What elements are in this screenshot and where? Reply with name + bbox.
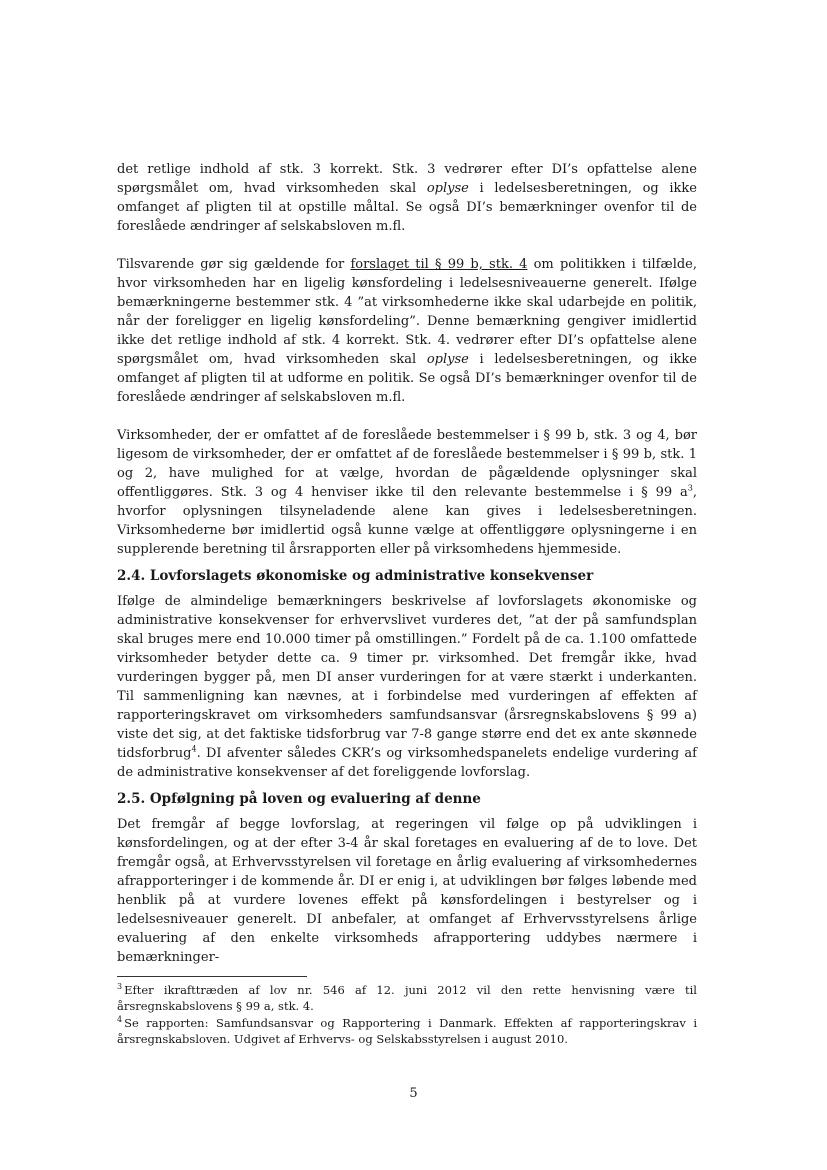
footnotes [117, 976, 697, 1049]
footnote-4: $^4$ Se rapporten: Samfundsansvar og Rapportering i Danmark. Effekten af rapporteringskrav i årsregnskabsloven. Udgivet af Erhvervs- og Selskabsstyrelsen i august 2010. [117, 1015, 697, 1046]
emphasis-oplyse: oplyse [426, 181, 469, 196]
page-number: 5 [409, 1086, 418, 1101]
paragraph-5: Det fremgår af begge lovforslag, at regeringen vil følge op på udviklingen i kønsfordelingen, og at der efter 3-4 år skal foretages en evaluering af de to love. Det fremgår også, at Erhvervsstyrelsen vil foretage en årlig evaluering af virksomhedernes afrapporteringer i de kommende år. DI er enig i, at udviklingen bør følges løbende med henblik på at vurdere lovenes effekt på kønsfordelingen i bestyrelser og i ledelsesniveauer generelt. DI anbefaler, at omfanget af Erhvervsstyrelsens årlige evaluering af den enkelte virksomheds afrapportering uddybes nærmere i bemærkninger- [117, 817, 697, 965]
footnote-ref-3[interactable]: 3 [687, 483, 693, 493]
footnote-divider [117, 976, 307, 977]
footnote-3: $^3$ Efter ikrafttræden af lov nr. 546 af 12. juni 2012 vil den rette henvisning være til årsregnskabslovens § 99 a, stk. 4. [117, 982, 697, 1013]
underlined-reference: forslaget til § 99 b, stk. 4 [350, 257, 528, 272]
paragraph-2: Tilsvarende gør sig gældende for forslaget til § 99 b, stk. 4 om politikken i tilfælde, hvor virksomheden har en ligelig kønsfordeling i ledelsesniveauerne generelt. Ifølge bemærkningerne bestemmer stk. 4 ”at virksomhederne ikke skal udarbejde en politik, når der foreligger en ligelig kønsfordeling”. Denne bemærkning gengiver imidlertid ikke det retlige indhold af stk. 4 korrekt. Stk. 4. vedrører efter DI’s opfattelse alene spørgsmålet om, hvad virksomheden skal oplyse i ledelsesberetningen, og ikke omfanget af pligten til at udforme en politik. Se også DI’s bemærkninger ovenfor til de foreslåede ændringer af selskabsloven m.fl. [117, 257, 698, 405]
paragraph-1: det retlige indhold af stk. 3 korrekt. Stk. 3 vedrører efter DI’s opfattelse alene spørgsmålet om, hvad virksomheden skal oplyse i ledelsesberetningen, og ikke omfanget af pligten til at opstille måltal. Se også DI’s bemærkninger ovenfor til de foreslåede ændringer af selskabsloven m.fl. [117, 162, 698, 234]
paragraph-3: Virksomheder, der er omfattet af de foreslåede bestemmelser i § 99 b, stk. 3 og 4, bør ligesom de virksomheder, der er omfattet af de foreslåede bestemmelser i § 99 b, stk. 1 og 2, have mulighed for at vælge, hvordan de pågældende oplysninger skal offentliggøres. Stk. 3 og 4 henviser ikke til den relevante bestemmelse i § 99 $a^3$, hvorfor oplysningen tilsyneladende alene kan gives i ledelsesberetningen. Virksomhederne bør imidlertid også kunne vælge at offentliggøre oplysningerne i en supplerende beretning til årsrapporten eller på virksomhedens hjemmeside. [117, 428, 697, 557]
section-heading-2-5: 2.5. Opfølgning på loven og evaluering af denne [117, 791, 481, 807]
emphasis-oplyse: oplyse [426, 352, 469, 367]
section-heading-2-4: 2.4. Lovforslagets økonomiske og administrative konsekvenser [117, 568, 594, 584]
paragraph-4: Ifølge de almindelige bemærkningers beskrivelse af lovforslagets økonomiske og administrative konsekvenser for erhvervslivet vurderes det, ”at der på samfundsplan skal bruges mere end 10.000 timer på omstillingen.” Fordelt på de ca. 1.100 omfattede virksomheder betyder dette ca. 9 timer pr. virksomhed. Det fremgår ikke, hvad vurderingen bygger på, men DI anser vurderingen for at være stærkt i underkanten. Til sammenligning kan nævnes, at i forbindelse med vurderingen af effekten af rapporteringskravet om virksomheders samfundsansvar (årsregnskabslovens § 99 a) viste det sig, at det faktiske tidsforbrug var 7-8 gange større end det ex ante skønnede tidsforbrug$^4$. DI afventer således CKR’s og virksomhedspanelets endelige vurdering af de administrative konsekvenser af det foreliggende lovforslag. [117, 594, 697, 780]
footnote-ref-4[interactable]: 4 [191, 744, 197, 754]
body-text [117, 160, 697, 986]
